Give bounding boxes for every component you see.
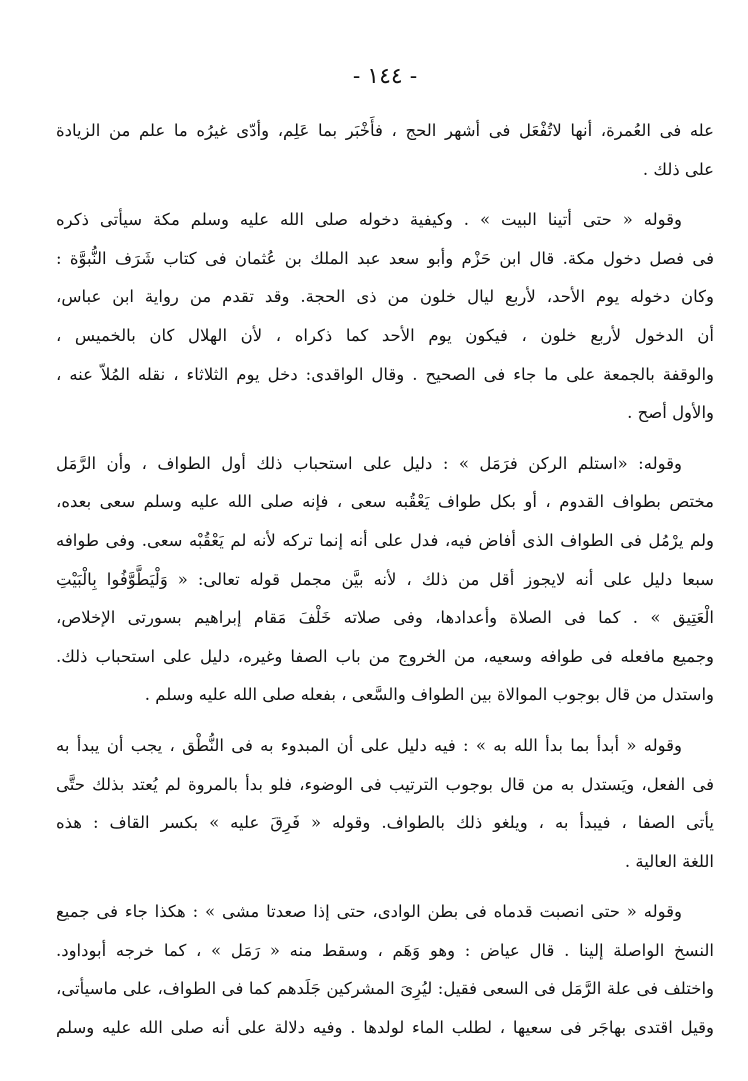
paragraph-begin-with bbox=[56, 727, 714, 881]
text-line: ولم يرْمُل فى الطواف الذى أفاض فيه، فدل على أنه إنما تركه لأنه لم يَعْقُبْه سعى. وفى طوافه bbox=[56, 530, 714, 550]
text-line: وقوله « حتى انصبت قدماه فى بطن الوادى، حتى إذا صعدتا مشى » : هكذا جاء فى جميع bbox=[56, 902, 682, 922]
text-line: اللغة العالية . bbox=[624, 851, 714, 871]
text-line: والأول أصح . bbox=[627, 403, 714, 423]
text-line: وقوله « حتى أتينا البيت » . وكيفية دخوله صلى الله عليه وسلم مكة سيأتى ذكره bbox=[56, 210, 682, 230]
text-line: عله فى العُمرة، أنها لاتُفْعَل فى أشهر الحج ، فأَخْبَر بما عَلِم، وأدّى غيرُه ما علم من الزيادة bbox=[56, 121, 714, 140]
text-line: وكان دخوله يوم الأحد، لأربع ليال خلون من ذى الحجة. وقد تقدم من رواية ابن عباس، bbox=[56, 287, 714, 307]
text-line: والوقفة بالجمعة على ما جاء فى الصحيح . وقال الواقدى: دخل يوم الثلاثاء ، نقله المُلاّ عنه ، bbox=[56, 364, 714, 384]
paragraph-valley bbox=[56, 893, 714, 1047]
text-line: على ذلك . bbox=[642, 159, 714, 179]
text-line: النسخ الواصلة إلينا . قال عياض : وهو وَهَم ، وسقط منه « رَمَل » ، كما خرجه أبوداود. bbox=[56, 940, 714, 960]
paragraph-ramal bbox=[56, 445, 714, 715]
paragraph-entering-house bbox=[56, 201, 714, 433]
text-line: الْعَتِيق » . كما فى الصلاة وأعدادها، وفى صلاته خَلْفَ مَقام إبراهيم بسورتى الإخلاص، bbox=[56, 608, 714, 628]
text-line: واختلف فى علة الرَّمَل فى السعى فقيل: ليُرِىَ المشركين جَلَدهم كما فى الطواف، على ماسيأتى، bbox=[56, 979, 714, 999]
page-number: - ١٤٤ - bbox=[352, 64, 418, 89]
paragraph-umrah bbox=[56, 112, 714, 189]
text-line: أن الدخول لأربع خلون ، فيكون يوم الأحد كما ذكراه ، لأن الهلال كان بالخميس ، bbox=[56, 325, 714, 345]
text-line: يأتى الصفا ، فيبدأ به ، ويلغو ذلك بالطواف. وقوله « فَرِقَ عليه » بكسر القاف : هذه bbox=[56, 813, 714, 833]
text-line: وقوله « أبدأ بما بدأ الله به » : فيه دليل على أن المبدوء به فى النُّطْق ، يجب أن يبدأ به bbox=[56, 735, 682, 755]
text-line: واستدل من قال بوجوب الموالاة بين الطواف والسَّعى ، بفعله صلى الله عليه وسلم . bbox=[144, 685, 714, 705]
text-line: مختص بطواف القدوم ، أو بكل طواف يَعْقُبه سعى ، فإنه صلى الله عليه وسلم سعى بعده، bbox=[56, 492, 714, 512]
text-line: فى الفعل، ويَستدل به من قال بوجوب الترتيب فى الوضوء، فلو بدأ بالمروة لم يُعتد بذلك حتَّى bbox=[56, 774, 714, 794]
text-line: وقيل اقتدى بهاجَر فى سعيها ، لطلب الماء لولدها . وفيه دلالة على أنه صلى الله عليه وسلم bbox=[56, 1018, 714, 1038]
text-line: وجميع مافعله فى طوافه وسعيه، من الخروج من باب الصفا وغيره، دليل على استحباب ذلك. bbox=[56, 646, 714, 666]
text-line: فى فصل دخول مكة. قال ابن حَزْم وأبو سعد عبد الملك بن عُثمان فى كتاب شَرَف النُّبوَّة : bbox=[56, 248, 714, 268]
text-line: وقوله: «استلم الركن فرَمَل » : دليل على استحباب ذلك أول الطواف ، وأن الرَّمَل bbox=[56, 453, 682, 473]
text-line: سبعا دليل على أنه لايجوز أقل من ذلك ، لأنه بيَّن مجمل قوله تعالى: « وَلْيَطَّوَّفُوا بِالْبَيْتِ bbox=[56, 569, 714, 589]
